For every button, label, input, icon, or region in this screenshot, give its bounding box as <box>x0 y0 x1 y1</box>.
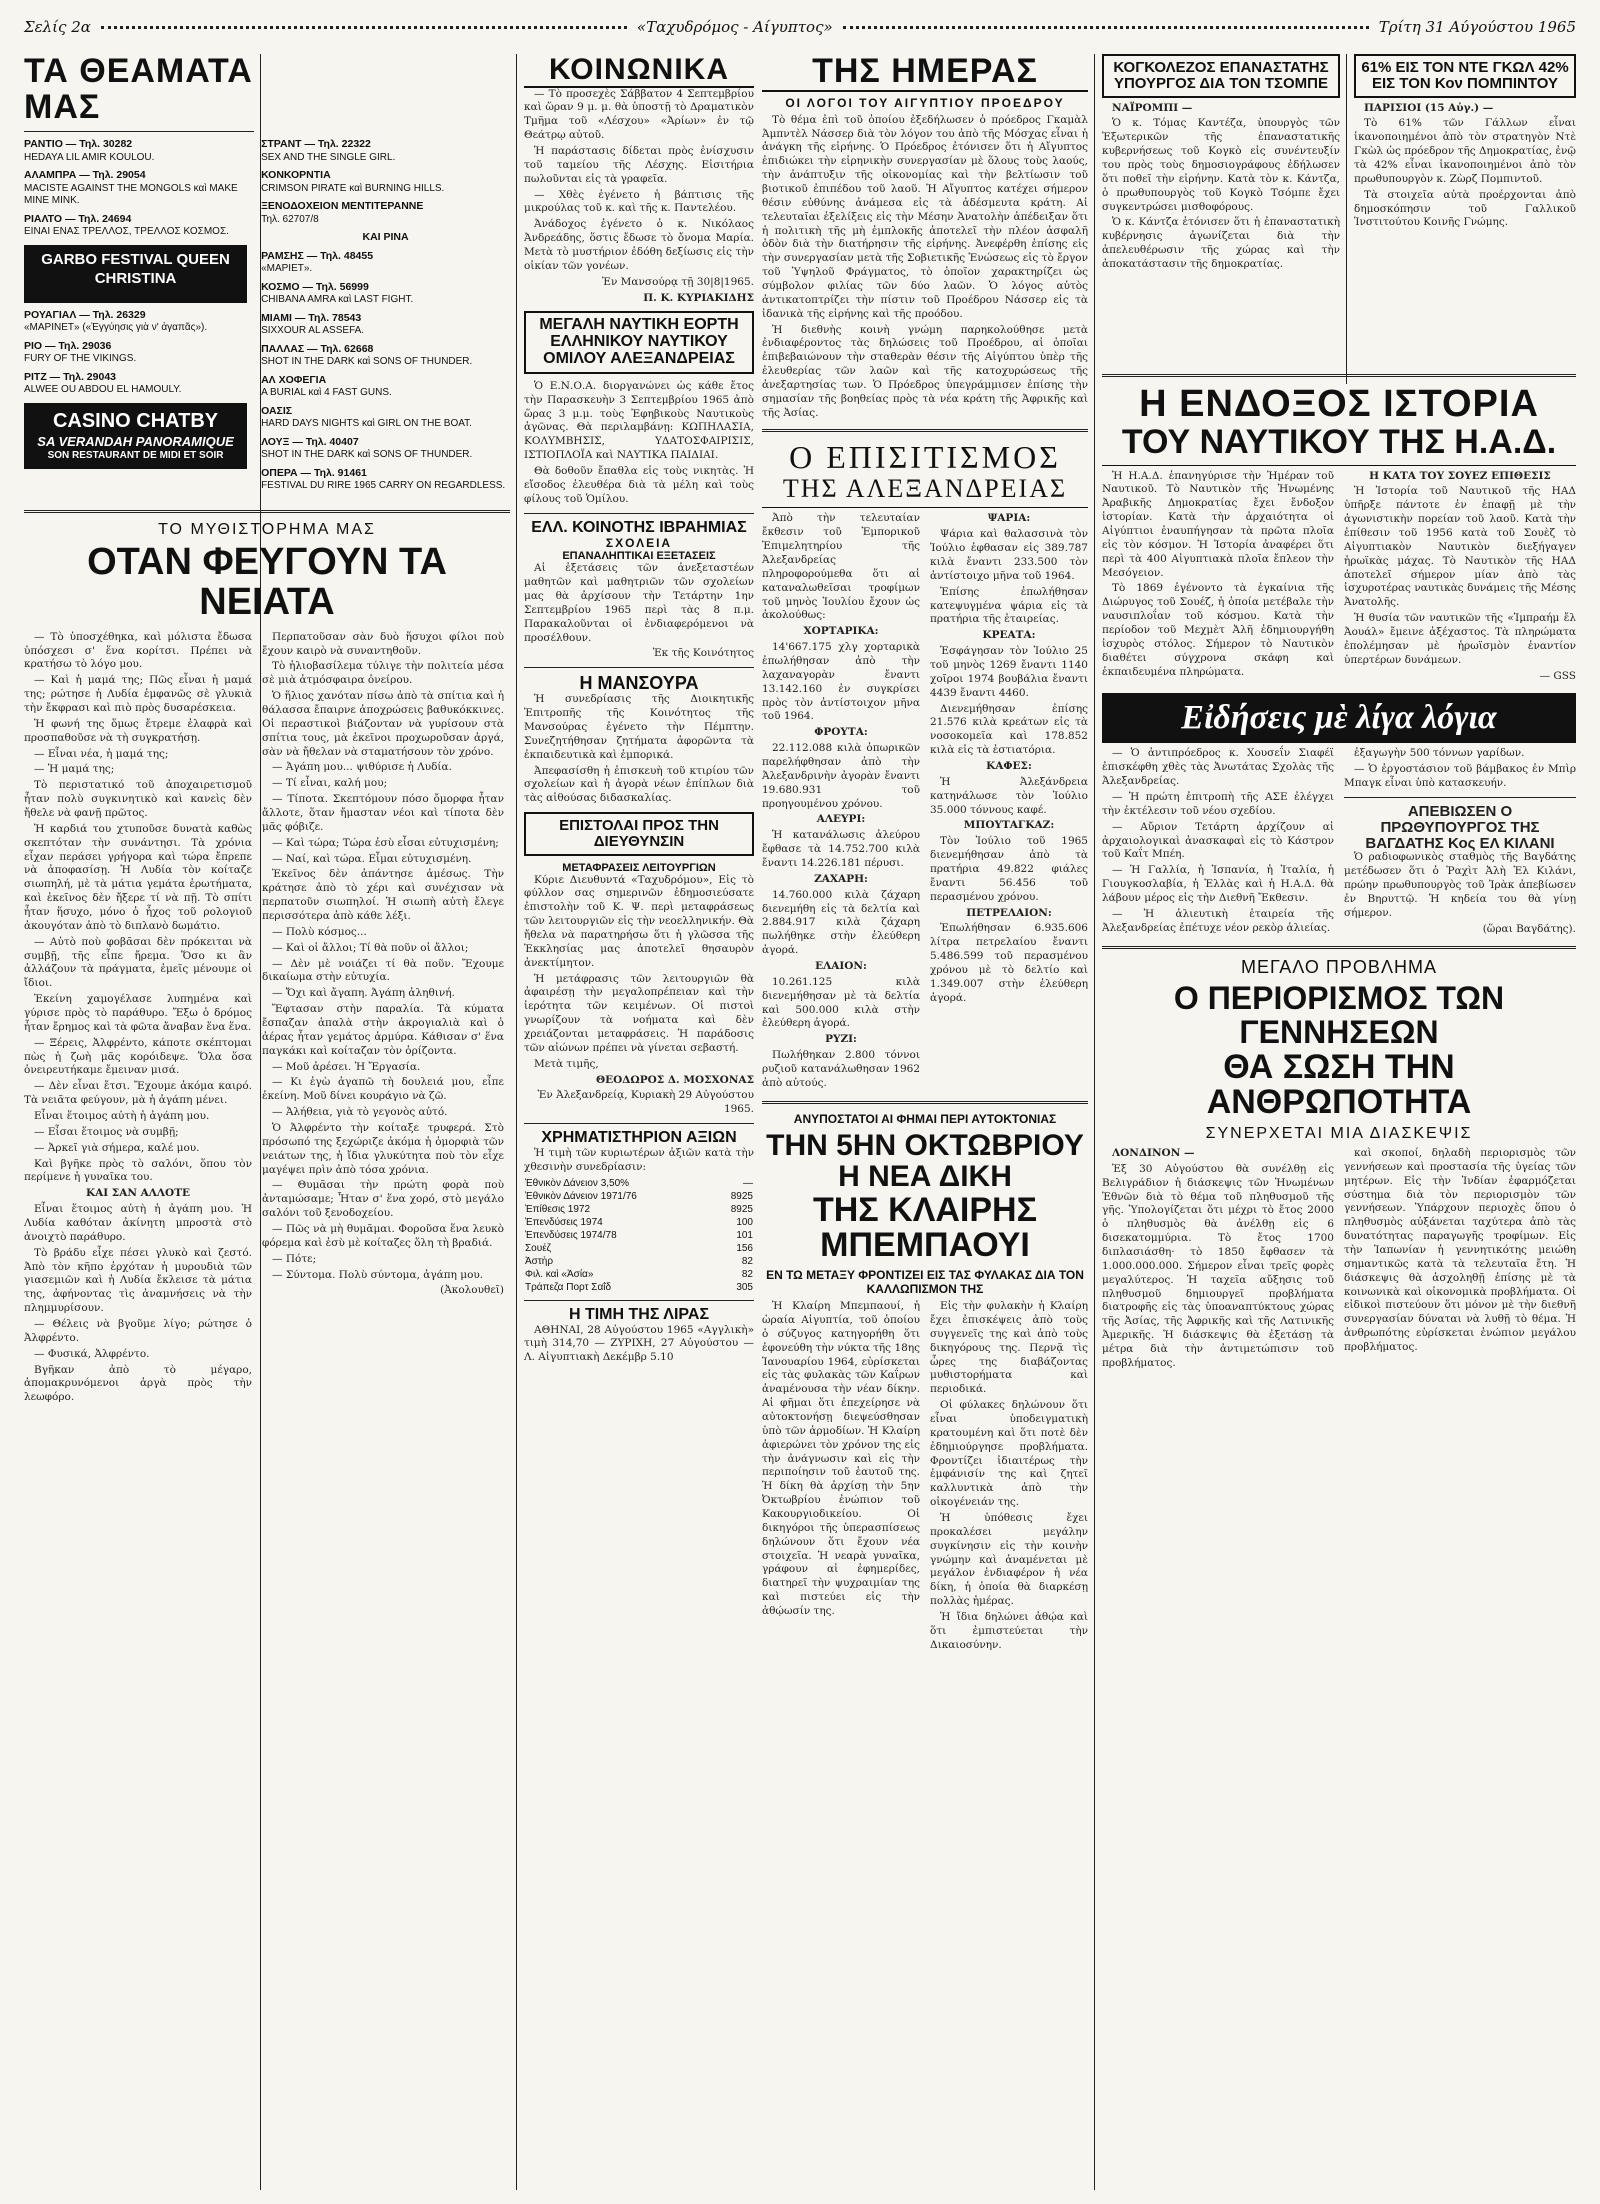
bourse-row <box>524 1229 754 1242</box>
supply-title-1: Ο ΕΠΙΣΙΤΙΣΜΟΣ <box>789 438 1061 475</box>
naval-event-text: Ὁ Ε.Ν.Ο.Α. διοργανώνει ὡς κάθε ἔτος τὴν Παρασκευὴν 3 Σεπτεμβρίου 1965 ἀπὸ ὥρας 3 μ.μ. τοὺς Ἐφηβικοὺς Ναυτικοὺς ἀγῶνας. Θὰ περιλαμβάνῃ: ΚΩΠΗΛΑΣΙΑ, ΚΟΛΥΜΒΗΣΙΣ, ΥΔΑΤΟΣΦΑΙΡΙΣΙΣ, ΙΣΤΙΟΠΛΟΪΑ καὶ ΝΑΥΤΙΚΑ ΠΑΙΔΙΑΙ. Θὰ δοθοῦν ἔπαθλα εἰς τοὺς νικητὰς. Ἡ εἴσοδος ἐλευθέρα διὰ τὰ μέλη καὶ τοὺς φίλους τοῦ Ὁμίλου. <box>524 379 754 505</box>
listing-item: ΑΛΑΜΠΡΑ — Τηλ. 29054 MACISTE AGAINST THE MONGOLS καὶ MAKE MINE MINK. <box>24 169 238 207</box>
trial-right: Εἰς τὴν φυλακὴν ἡ Κλαίρη ἔχει ἐπισκέψεις ἀπὸ τοὺς συγγενεῖς της καὶ ἀπὸ τοὺς δικηγόρους της. Περνᾷ τὶς ὧρες της διαβάζοντας μυθιστορήματα καὶ περιοδικά. Οἱ φύλακες δηλώνουν ὅτι εἶναι ὑποδειγματικὴ κρατουμένη καὶ ὅτι ποτὲ δὲν ἐδημιούργησε προβλήματα. Φροντίζει ἰδιαιτέρως τὴν ἐμφάνισίν της καὶ ζητεῖ καλλυντικὰ ἀπὸ τὴν οἰκογένειάν της. Ἡ ὑπόθεσις ἔχει προκαλέσει μεγάλην συγκίνησιν εἰς τὴν κοινὴν γνώμην καὶ ἀναμένεται μὲ μεγάλον ἐνδιαφέρον ἡ νέα δίκη, ἡ ὁποία θὰ διαρκέσῃ πολλὰς ἡμέρας. Ἡ ἴδια δηλώνει ἀθῴα καὶ ὅτι ἐμπιστεύεται τὴν Δικαιοσύνην. <box>930 1300 1088 1651</box>
column-rule <box>1346 54 1347 384</box>
births-left: ΛΟΝΔΙΝΟΝ — Ἐξ 30 Αὐγούστου θὰ συνέλθῃ εἰς Βελιγράδιον ἡ διάσκεψις τῶν Ἡνωμένων Ἐθνῶν διὰ τὸ θέμα τοῦ πληθυσμοῦ τῆς γῆς. Ὑπολογίζεται ὅτι μέχρι τὸ ἔτος 2000 ὁ πληθυσμὸς θὰ ἀνέλθῃ εἰς 6 δισεκατομμύρια. Τὸ ἔτος 1700 διπλασιάσθη· τὸ 1850 ἔφθασεν τὰ 1.000.000.000. Σήμερον εἶναι τρεῖς φορὲς μεγαλύτερος. Ἡ ταχεῖα αὔξησις τοῦ πληθυσμοῦ δημιουργεῖ προβλήματα διατροφῆς εἰς τὰς ὑποαναπτύκτους χώρας τῆς Ἀσίας, τῆς Ἀφρικῆς καὶ τῆς Λατινικῆς Ἀμερικῆς. Ἡ διάσκεψις θὰ ἐξετάσῃ τὰ μέτρα διὰ τὴν ἀντιμετώπισιν τοῦ προβλήματος. <box>1102 1147 1334 1369</box>
births-body <box>1102 1147 1576 1373</box>
day-sub: ΟΙ ΛΟΓΟΙ ΤΟΥ ΑΙΓΥΠΤΙΟΥ ΠΡΟΕΔΡΟΥ <box>785 95 1065 110</box>
naval-event-head: ΜΕΓΑΛΗ ΝΑΥΤΙΚΗ ΕΟΡΤΗ ΕΛΛΗΝΙΚΟΥ ΝΑΥΤΙΚΟΥ ΟΜΙΛΟΥ ΑΛΕΞΑΝΔΡΕΙΑΣ <box>524 311 754 373</box>
theaters-right-list <box>255 138 510 498</box>
supply-title-2: ΤΗΣ ΑΛΕΞΑΝΔΡΕΙΑΣ <box>762 475 1088 509</box>
letters-sub: ΜΕΤΑΦΡΑΣΕΙΣ ΛΕΙΤΟΥΡΓΙΩΝ <box>562 861 716 874</box>
gaulle-text: ΠΑΡΙΣΙΟΙ (15 Αὐγ.) — Τὸ 61% τῶν Γάλλων εἶναι ἱκανοποιημένοι ἀπὸ τὸν στρατηγὸν Ντὲ Γκὼλ ὡς πρόεδρον τῆς Δημοκρατίας, ἐνῷ τὰ 42% εἶναι ἱκανοποιημένοι ἀπὸ τὸν πρωθυπουργὸν κ. Ζὼρζ Πομπιντοῦ. Τὰ στοιχεῖα αὐτὰ προέρχονται ἀπὸ δημοσκόπησιν τοῦ Γαλλικοῦ Ἰνστιτούτου Κοινῆς Γνώμης. <box>1354 101 1576 229</box>
rule <box>1344 797 1576 798</box>
navy-title-1: Η ΕΝΔΟΞΟΣ ΙΣΤΟΡΙΑ <box>1139 383 1539 425</box>
bourse-name: Σουέζ <box>525 1242 552 1254</box>
listing-item: ΡΟΥΑΓΙΑΛ — Τηλ. 26329 «ΜΑΡΙΝΕΤ» («Ἐγγύησις γιὰ ν' ἀγαπᾶς»). <box>24 308 208 334</box>
rule <box>524 513 754 514</box>
congo-head: ΚΟΓΚΟΛΕΖΟΣ ΕΠΑΝΑΣΤΑΤΗΣ ΥΠΟΥΡΓΟΣ ΔΙΑ ΤΟΝ ΤΣΟΜΠΕ <box>1102 54 1340 98</box>
bourse-row <box>524 1281 754 1294</box>
social-news: — Τὸ προσεχὲς Σάββατον 4 Σεπτεμβρίου καὶ ὥραν 9 μ. μ. θὰ ὑποστῇ τὸ Δραματικὸν Τμῆμα τοῦ «Λέσχου» «Ἀρίων» ἐν τῷ Θεάτρῳ αὐτοῦ. Ἡ παράστασις δίδεται πρὸς ἐνίσχυσιν τοῦ ταμείου τῆς Λέσχης. Εἰσιτήρια πωλοῦνται εἰς τὰ γραφεῖα. — Χθὲς ἐγένετο ἡ βάπτισις τῆς μικρούλας τοῦ κ. καὶ τῆς κ. Παντελέου. Ἀνάδοχος ἐγένετο ὁ κ. Νικόλαος Ἀνδρεάδης, ὅστις ἔδωσε τὸ ὄνομα Μαρία. Μετὰ τὸ μυστήριον ἐδόθη δεξίωσις εἰς τὴν οἰκίαν τῶν γονέων. Ἐν Μανσούρᾳ τῇ 30|8|1965. Π. Κ. ΚΥΡΙΑΚΙΔΗΣ <box>524 87 754 304</box>
middle-section <box>762 54 1088 1655</box>
gold-title: Η ΤΙΜΗ ΤΗΣ ΛΙΡΑΣ <box>568 1305 710 1323</box>
bourse-price: 305 <box>736 1281 753 1293</box>
day-title: ΤΗΣ ΗΜΕΡΑΣ <box>762 54 1088 92</box>
pm-title: ΑΠΕΒΙΩΣΕΝ Ο ΠΡΩΘΥΠΟΥΡΓΟΣ ΤΗΣ ΒΑΓΔΑΤΗΣ Κος ΕΛ ΚΙΛΑΝΙ <box>1365 803 1555 852</box>
page-header <box>24 14 1576 40</box>
trial-left: Ἡ Κλαίρη Μπεμπαουί, ἡ ὡραία Αἰγυπτία, τοῦ ὁποίου ὁ σύζυγος κατηγορήθη ὅτι ἐφονεύθη τὴν νύκτα τῆς 18ης Ἰανουαρίου 1964, εὑρίσκεται εἰς τὰς φυλακὰς τῶν Καΐρων ἀναμένουσα τὴν νέαν δίκην. Αἱ φῆμαι ὅτι ἐπεχείρησε νὰ αὐτοκτονήσῃ διεψεύσθησαν ὑπὸ τῶν ἁρμοδίων. Ἡ Κλαίρη ἀφιερώνει τὸν χρόνον της εἰς τὴν ἀνάγνωσιν καὶ εἰς τὴν περιποίησιν τοῦ ἑαυτοῦ της. Ἡ δίκη θὰ ἀρχίσῃ τὴν 5ην Ὀκτωβρίου ἐνώπιον τοῦ Κακουργιοδικείου. Οἱ δικηγόροι τῆς ὑπερασπίσεως δηλώνουν ὅτι ἔχουν νέα στοιχεῖα. Ἡ νεαρὰ γυναῖκα, γράφουν αἱ ἐφημερίδες, διατηρεῖ τὴν ψυχραιμίαν της καὶ πιστεύει εἰς τὴν ἀθῴωσίν της. <box>762 1300 920 1618</box>
social-title: ΚΟΙΝΩΝΙΚΑ <box>524 54 754 88</box>
gaulle-section <box>1354 54 1576 232</box>
listing-item: ΡΙΑΛΤΟ — Τηλ. 24694 ΕΙΝΑΙ ΕΝΑΣ ΤΡΕΛΛΟΣ, ΤΡΕΛΛΟΣ ΚΟΣΜΟΣ. <box>24 212 229 238</box>
bourse-price: 8925 <box>730 1190 753 1202</box>
births-sub: ΣΥΝΕΡΧΕΤΑΙ ΜΙΑ ΔΙΑΣΚΕΨΙΣ <box>1205 1125 1473 1143</box>
listing-item: ΚΟΣΜΟ — Τηλ. 56999 CHIBANA AMRA καὶ LAST FIGHT. <box>261 280 414 306</box>
trial-kicker: ΑΝΥΠΟΣΤΑΤΟΙ ΑΙ ΦΗΜΑΙ ΠΕΡΙ ΑΥΤΟΚΤΟΝΙΑΣ <box>793 1111 1057 1126</box>
listing-item: ΡΙΤΖ — Τηλ. 29043 ALWEE OU ABDOU EL HAMOULY. <box>24 370 182 396</box>
listing-item: ΚΑΙ ΡΙΝΑ <box>362 231 409 244</box>
rule <box>762 429 1088 432</box>
mansoura-text: Ἡ συνεδρίασις τῆς Διοικητικῆς Ἐπιτροπῆς τῆς Κοινότητος τῆς Μανσούρας ἐγένετο τὴν Πέμπτην. Συνεζητήθησαν ζητήματα ἀφορῶντα τὰ ἐκπαιδευτικὰ καὶ ἐμπορικά. Ἀπεφασίσθη ἡ ἐπισκευὴ τοῦ κτιρίου τῶν σχολείων καὶ ἡ ἀγορὰ νέων ἐπίπλων διὰ τὰς αἰθούσας διδασκαλίας. <box>524 693 754 805</box>
brief-left: — Ὁ ἀντιπρόεδρος κ. Χουσεΐν Σιαφέϊ ἐπισκέφθη χθὲς τὰς Ἀνωτάτας Σχολὰς τῆς Ἀλεξανδρείας. — Ἡ πρώτη ἐπιτροπὴ τῆς ΑΣΕ ἐλέγχει τὴν ἐκτέλεσιν τοῦ νέου σχεδίου. — Αὔριον Τετάρτη ἀρχίζουν αἱ ἀρχαιολογικαὶ ἀνασκαφαὶ εἰς τὸ Κάστρον τοῦ Καΐτ Μπέη. — Ἡ Γαλλία, ἡ Ἰσπανία, ἡ Ἰταλία, ἡ Γιουγκοσλαβία, ἡ Ἑλλὰς καὶ ἡ Η.Α.Δ. θὰ λάβουν μέρος εἰς τὴν Διεθνῆ Ἔκθεσιν. — Ἡ ἀλιευτικὴ ἑταιρεία τῆς Ἀλεξανδρείας ἐπέτυχε νέον ρεκὸρ ἀλιείας. <box>1102 747 1334 934</box>
novel-kicker: ΤΟ ΜΥΘΙΣΤΟΡΗΜΑ ΜΑΣ <box>158 520 376 538</box>
listing-item: ΠΑΛΛΑΣ — Τηλ. 62668 SHOT IN THE DARK καὶ SONS OF THUNDER. <box>261 342 473 368</box>
mansoura-title: Η ΜΑΝΣΟΥΡΑ <box>579 673 699 694</box>
navy-body <box>1102 470 1576 686</box>
bourse-price: 82 <box>741 1268 753 1280</box>
bourse-name: Φιλ. καὶ «Ἀσία» <box>525 1268 594 1280</box>
theaters-title: ΤΑ ΘΕΑΜΑΤΑ ΜΑΣ <box>24 54 253 126</box>
listing-item: ΟΑΣΙΣ HARD DAYS NIGHTS καὶ GIRL ON THE BOAT. <box>261 404 472 430</box>
rule <box>1102 946 1576 949</box>
rule <box>762 1101 1088 1104</box>
bourse-row <box>524 1242 754 1255</box>
kinonika-column <box>524 54 754 1367</box>
births-right: καὶ σκοποί, δηλαδὴ περιορισμὸς τῶν γεννήσεων καὶ προστασία τῆς ὑγείας τῶν μητέρων. Εἰς τὴν Ἰνδίαν ἐφαρμόζεται σύστημα διὰ τὸν περιορισμὸν τῶν γεννήσεων. Ὑπάρχουν περιοχὲς ὅπου ὁ πληθυσμὸς αὐξάνεται ταχύτερα ἀπὸ τὰς δυνατότητας παραγωγῆς τροφίμων. Εἰς τὴν Ἰαπωνίαν ἡ γεννητικότης μειώθη σημαντικῶς κατὰ τὰ τελευταῖα ἔτη. Ἡ διάσκεψις θὰ ἀσχοληθῇ ἐπίσης μὲ τὰ κοινωνικὰ καὶ οἰκονομικὰ προβλήματα. Οἱ εἰδικοὶ πιστεύουν ὅτι μόνον μὲ τὴν διεθνῆ συνεργασίαν δύναται νὰ λυθῇ τὸ θέμα. Ἡ ἀνθρωπότης εὑρίσκεται ἐνώπιον μεγάλου προβλήματος. <box>1344 1147 1576 1354</box>
rule <box>1102 374 1576 377</box>
trial-sub: ΕΝ ΤΩ ΜΕΤΑΞΥ ΦΡΟΝΤΙΖΕΙ ΕΙΣ ΤΑΣ ΦΥΛΑΚΑΣ ΔΙΑ ΤΟΝ ΚΑΛΛΩΠΙΣΜΟΝ ΤΗΣ <box>766 1268 1084 1297</box>
school-title: ΕΛΛ. ΚΟΙΝΟΤΗΣ ΙΒΡΑΗΜΙΑΣ <box>531 518 747 536</box>
bourse-price: 8925 <box>730 1203 753 1215</box>
rule <box>524 1123 754 1124</box>
supply-body <box>762 512 1088 1092</box>
bourse-row <box>524 1203 754 1216</box>
column-rule <box>516 54 517 2190</box>
page-label: Σελίς 2α <box>24 18 91 36</box>
supply-left: Ἀπὸ τὴν τελευταίαν ἔκθεσιν τοῦ Ἐμπορικοῦ Ἐπιμελητηρίου τῆς Ἀλεξανδρείας πληροφορούμεθα ὅτι αἱ καταναλωθεῖσαι τροφίμων τοῦ μηνὸς Ἰουλίου ἔχουν ὡς ἀκολούθως: ΧΟΡΤΑΡΙΚΑ: 14'667.175 χλγ χορταρικὰ ἐπωλήθησαν ἀπὸ τὴν λαχαναγορὰν ἔναντι 13.142.160 ἐν συγκρίσει πρὸς τὸν ἀντίστοιχον μῆνα τοῦ 1964. ΦΡΟΥΤΑ: 22.112.088 κιλὰ ὀπωρικῶν παρελήφθησαν ἀπὸ τὴν Ἀλεξανδρινὴν ἀγορὰν ἔναντι 19.680.931 τοῦ προηγουμένου χρόνου. ΑΛΕΥΡΙ: Ἡ κατανάλωσις ἀλεύρου ἔφθασε τὰ 14.752.700 κιλὰ ἔναντι 14.226.181 πέρυσι. ΖΑΧΑΡΗ: 14.760.000 κιλὰ ζάχαρη διενεμήθη εἰς τὰ δελτία καὶ 2.884.917 κιλὰ ζάχαρη πωλήθηκε στὴν ἐλεύθερη ἀγορά. ΕΛΑΙΟΝ: 10.261.125 κιλὰ διενεμήθησαν μὲ τὰ δελτία καὶ 500.000 κιλὰ στὴν ἐλεύθερη ἀγορά. ΡΥΖΙ: Πωλήθηκαν 2.800 τόννοι ρυζιοῦ κατανάλωθησαν 1962 ἀπὸ αὐτούς. <box>762 512 920 1089</box>
gold-text: ΑΘΗΝΑΙ, 28 Αὐγούστου 1965 «Αγγλικὴ» τιμὴ 314,70 — ΖΥΡΙΧΗ, 27 Αὐγούστου — Λ. Αἰγυπτιακὴ Δεκέμβρ 5.10 <box>524 1323 754 1364</box>
theaters-left-list <box>24 138 247 498</box>
bourse-row <box>524 1255 754 1268</box>
rule <box>524 1300 754 1301</box>
bourse-title: ΧΡΗΜΑΤΙΣΤΗΡΙΟΝ ΑΞΙΩΝ <box>541 1129 737 1147</box>
brief-news-title: Εἰδήσεις μὲ λίγα λόγια <box>1102 693 1576 743</box>
bourse-price: 156 <box>736 1242 753 1254</box>
bourse-price: 82 <box>741 1255 753 1267</box>
letters-text: Κύριε Διευθυντά «Ταχυδρόμου», Εἰς τὸ φύλλον σας σημερινῶν ἐδημοσιεύσατε ἐπιστολὴν τοῦ Κ. Ψ. περὶ μεταφράσεως τῶν λειτουργιῶν εἰς τὴν νεοελληνικήν. Θὰ ἤθελα νὰ παρατηρήσω ὅτι ἡ γλῶσσα τῆς Ἐκκλησίας μας ἀποτελεῖ θησαυρὸν ἀνεκτίμητον. Ἡ μετάφρασις τῶν λειτουργιῶν θὰ ἀφαιρέσῃ τὴν μεγαλοπρέπειαν καὶ τὴν ἱερότητα τῶν κειμένων. Οἱ πιστοὶ γνωρίζουν τὰ νοήματα καὶ δὲν χρειάζονται μεταφράσεις. Ἡ παράδοσις τῶν αἰώνων πρέπει νὰ γίνεται σεβαστή. Μετὰ τιμῆς, ΘΕΟΔΩΡΟΣ Δ. ΜΟΣΧΟΝΑΣ Ἐν Ἀλεξανδρείᾳ, Κυριακὴ 29 Αὐγούστου 1965. <box>524 873 754 1116</box>
bourse-name: Ἐθνικὸν Δάνειον 1971/76 <box>525 1190 637 1202</box>
listing-item: ΑΛ ΧΟΦΕΓΙΑ A BURIAL καὶ 4 FAST GUNS. <box>261 373 392 399</box>
bourse-row <box>524 1177 754 1190</box>
rule <box>24 131 254 132</box>
births-kicker: ΜΕΓΑΛΟ ΠΡΟΒΛΗΜΑ <box>1241 957 1437 978</box>
issue-date: Τρίτη 31 Αύγούστου 1965 <box>1378 18 1577 36</box>
theaters-section <box>24 54 510 1407</box>
trial-body <box>762 1300 1088 1654</box>
listing-item: ΡΑΝΤΙΟ — Τηλ. 30282 HEDAYA LIL AMIR KOULOU. <box>24 138 155 163</box>
trial-title-1: ΤΗΝ 5ΗΝ ΟΚΤΩΒΡΙΟΥ Η ΝΕΑ ΔΙΚΗ <box>766 1128 1084 1194</box>
bourse-name: Τράπεζα Πορτ Σαΐδ <box>525 1281 612 1293</box>
bourse-row <box>524 1190 754 1203</box>
school-text: Αἱ ἐξετάσεις τῶν ἀνεξεταστέων μαθητῶν καὶ μαθητριῶν τῶν σχολείων μας θὰ ἀρχίσουν τὴν Τετάρτην 1ην Σεπτεμβρίου 1965 περὶ τὰς 8 π.μ. Παρακαλοῦνται οἱ ἐνδιαφερόμενοι νὰ προσέλθουν. Ἐκ τῆς Κοινότητος <box>524 562 754 660</box>
listing-item: ΛΟΥΞ — Τηλ. 40407 SHOT IN THE DARK καὶ SONS OF THUNDER. <box>261 435 473 461</box>
births-title-1: Ο ΠΕΡΙΟΡΙΣΜΟΣ ΤΩΝ ΓΕΝΝΗΣΕΩΝ <box>1173 980 1505 1051</box>
bourse-price: 101 <box>736 1229 753 1241</box>
births-title-2: ΘΑ ΣΩΣΗ ΤΗΝ ΑΝΘΡΩΠΟΤΗΤΑ <box>1206 1047 1472 1122</box>
bourse-row <box>524 1216 754 1229</box>
garbo-festival-ad: GARBO FESTIVAL QUEEN CHRISTINA <box>24 245 247 303</box>
bourse-price: 100 <box>736 1216 753 1228</box>
novel-column-1: — Τὸ ὑποσχέθηκα, καὶ μόλιστα ἔδωσα ὑπόσχεσι σ' ἕνα κορίτσι. Πρέπει νὰ κρατήσω τὸ λόγο μου. — Καὶ ἡ μαμά της; Πῶς εἶναι ἡ μαμά της; ρώτησε ἡ Λυδία ἐμφανῶς σὲ γλυκιὰ τὴν ἔκφρασι καὶ πιὸ πρὸς δυσαρέσκεια. Ἡ φωνή της ὅμως ἔτρεμε ἐλαφρὰ καὶ προσπαθοῦσε νὰ τὴ συγκρατήσῃ. — Εἶναι νέα, ἡ μαμά της; — Ἡ μαμά της; Τὸ περιστατικό τοῦ ἀποχαιρετισμοῦ ἦταν πολὺ συγκινητικὸ καὶ κανεὶς δὲν ἤθελε νὰ φανῇ πρῶτος. Ἡ καρδιά του χτυποῦσε δυνατὰ καθὼς σκεπτόταν τὴν συνάντησι. Τὰ χρόνια εἶχαν περάσει γρήγορα καὶ τώρα ἔπρεπε νὰ ἀποφασίσῃ. Ἡ Λυδία τὸν κοίταζε σιωπηλή, μὲ τὰ μάτια γεμάτα ἐρωτήματα, καὶ ἐκεῖνος δὲν ἤξερε τί νὰ πῇ. Τὸ σπίτι ἦταν ἥσυχο, μόνο ὁ ἦχος τοῦ ρολογιοῦ ἀκουγόταν ἀπὸ τὸ διπλανὸ δωμάτιο. — Αὐτὸ ποὺ φοβᾶσαι δὲν πρόκειται νὰ συμβῇ, τῆς εἶπε ἤρεμα. Ὅσο κι ἂν ἀλλάζουν τὰ πράγματα, ἐμεῖς μένουμε οἱ ἴδιοι. Ἐκείνη χαμογέλασε λυπημένα καὶ γύρισε πρὸς τὸ παράθυρο. Ἔξω ὁ δρόμος ἦταν ἔρημος καὶ τὰ φῶτα ἄναβαν ἕνα ἕνα. — Ξέρεις, Ἀλφρέντο, κάποτε σκέπτομαι πὼς ἡ ζωὴ μᾶς κορόιδεψε. Ὅλα ὅσα ὀνειρευτήκαμε ἔμειναν μισά. — Δὲν εἶναι ἔτσι. Ἔχουμε ἀκόμα καιρό. Τὰ νειᾶτα φεύγουν, μὰ ἡ ἀγάπη μένει. Εἶναι ἕτοιμος αὐτὴ ἡ ἀγάπη μου. — Εἶσαι ἕτοιμος νὰ συμβῇ; — Ἀρκεῖ γιὰ σήμερα, καλέ μου. Καὶ βγῆκε πρὸς τὸ σαλόνι, ὅπου τὸν περίμενε ἡ γυναῖκα του. ΚΑΙ ΣΑΝ ΑΛΛΟΤΕ Εἶναι ἕτοιμος αὐτὴ ἡ ἀγάπη μου. Ἡ Λυδία καθόταν ἀκίνητη μπροστὰ στὸ ἀνοιχτὸ παράθυρο. Τὸ βράδυ εἶχε πέσει γλυκὸ καὶ ζεστό. Ἀπὸ τὸν κῆπο ἐρχόταν ἡ μυρουδιὰ τῶν γιασεμιῶν καὶ ἡ Λυδία ἔκλεισε τὰ μάτια της, ἀφήνοντας τὶς ἀναμνήσεις νὰ τὴν πλημμυρίσουν. — Θέλεις νὰ βγοῦμε λίγο; ρώτησε ὁ Ἀλφρέντο. — Φυσικά, Ἀλφρέντο. Βγῆκαν ἀπὸ τὸ μέγαρο, ἀπομακρυνόμενοι ἀργὰ πρὸς τὴν λεωφόρο. <box>24 630 252 1404</box>
listing-item: ΡΑΜΣΗΣ — Τηλ. 48455 «ΜΑΡΙΕΤ». <box>261 249 374 275</box>
header-rule <box>843 26 1369 29</box>
bourse-name: Ἐθνικὸν Δάνειον 3,50% <box>525 1177 630 1189</box>
novel-body <box>24 631 510 1408</box>
bourse-row <box>524 1268 754 1281</box>
listing-item: ΣΤΡΑΝΤ — Τηλ. 22322 SEX AND THE SINGLE GIRL. <box>261 138 396 163</box>
bourse-intro: Ἡ τιμὴ τῶν κυριωτέρων ἀξιῶν κατὰ τὴν χθεσινὴν συνεδρίασιν: <box>524 1147 754 1173</box>
listing-item: ΟΠΕΡΑ — Τηλ. 91461 FESTIVAL DU RIRE 1965 CARRY ON REGARDLESS. <box>261 466 506 492</box>
listing-item: ΚΟΝΚΟΡΝΤΙΑ CRIMSON PIRATE καὶ BURNING HILLS. <box>261 169 445 194</box>
navy-right: Η ΚΑΤΑ ΤΟΥ ΣΟΥΕΖ ΕΠΙΘΕΣΙΣ Ἡ Ἱστορία τοῦ Ναυτικοῦ τῆς ΗΑΔ ὑπῆρξε πάντοτε ἐν ἐπαφῇ μὲ τὴν ἀγωνιστικὴν πορείαν τοῦ λαοῦ. Κατὰ τὴν ἐπίθεσιν τοῦ 1956 κατὰ τοῦ Σουὲζ τὸ Αἰγυπτιακὸν Ναυτικὸν διεξήγαγεν ἡρωϊκὰς μάχας. Τὸ Ναυτικὸν τῆς ΗΑΔ ἀποτελεῖ σήμερον μίαν ἀπὸ τὰς ἰσχυροτέρας ναυτικὰς δυνάμεις τῆς Μέσης Ἀνατολῆς. Ἡ θυσία τῶν ναυτικῶν τῆς «Ἰμπραήμ ἔλ Ἀουάλ» ἔμεινε ἀξέχαστος. Τὰ πληρώματα ἐπολέμησαν μὲ ἡρωϊσμὸν ἐναντίον ὑπερτέρων δυνάμεων. — GSS <box>1344 469 1576 682</box>
novel-title: ΟΤΑΝ ΦΕΥΓΟΥΝ ΤΑ ΝΕΙΑΤΑ <box>87 540 447 623</box>
day-text: Τὸ θέμα ἐπὶ τοῦ ὁποίου ἐξεδήλωσεν ὁ πρόεδρος Γκαμὰλ Ἀμπντὲλ Νάσσερ διὰ τὸν λόγον του ἀπὸ τῆς Μόσχας εἶναι ἡ ἀνάγκη τῆς εἰρήνης. Ὁ Πρόεδρος ἐτόνισεν ὅτι ἡ Αἴγυπτος ἐπιδιώκει τὴν εἰρηνικὴν συνεργασίαν μὲ ὅλους τοὺς λαούς, τὴν ἀνάπτυξιν τῆς οἰκονομίας καὶ τὴν βελτίωσιν τοῦ βιοτικοῦ ἐπιπέδου τοῦ λαοῦ. Ἡ Αἴγυπτος κατέχει σήμερον θέσιν εὐθύνης ἀνάμεσα εἰς τὰ ἀδέσμευτα κράτη. Αἱ τελευταῖαι ἐξελίξεις εἰς τὴν Μέσην Ἀνατολὴν ἀπέδειξαν ὅτι ἡ πολιτικὴ τῆς μὴ ἐμπλοκῆς ἀποτελεῖ τὴν πλέον ἀσφαλῆ ὁδὸν διὰ τὴν διατήρησιν τῆς εἰρήνης. Ἀνεφέρθη ἐπίσης εἰς τὴν συνεργασίαν μετὰ τῆς Σοβιετικῆς Ἑνώσεως εἰς τὸ ἔργον τοῦ Ὑψηλοῦ Φράγματος, τὸ ὁποῖον χαρακτηρίζει ὡς σύμβολον φιλίας τῶν δύο λαῶν. Ὁ λόγος αὐτὸς ἀντικατοπτρίζει τὴν πίστιν τοῦ Προέδρου Νάσσερ εἰς τὰ ἰδανικὰ τῆς εἰρήνης καὶ τῆς προόδου. Ἡ διεθνὴς κοινὴ γνώμη παρηκολούθησε μετὰ ἐνδιαφέροντος τὰς δηλώσεις τοῦ Προέδρου, αἱ ὁποῖαι ἐπιβεβαιώνουν τὴν σταθερὰν θέσιν τῆς Αἰγύπτου ὑπὲρ τῆς ἐλευθερίας τῶν λαῶν καὶ τῆς κατοχυρώσεως τῆς ἀνεξαρτησίας των. Ὁ Πρόεδρος ὑπεγράμμισεν ἐπίσης τὴν σημασίαν τῆς βοηθείας πρὸς τὰ νέα κράτη τῆς Ἀφρικῆς καὶ τῆς Ἀσίας. <box>762 113 1088 419</box>
navy-left: Ἡ Η.Α.Δ. ἑπανηγύρισε τὴν Ἡμέραν τοῦ Ναυτικοῦ. Τὸ Ναυτικὸν τῆς Ἡνωμένης Ἀραβικῆς Δημοκρατίας ἔχει ἔνδοξον ἱστορίαν. Κατὰ τὴν ἀρχαιότητα οἱ Αἰγύπτιοι ἐναυπήγησαν τὰ πρῶτα πλοῖα εἰς τὸν κόσμον. Ἡ Ἱστορία ἀναφέρει ὅτι περὶ τὰ 400 Αἰγυπτιακὰ πλοῖα ἔπλεον τὴν Μεσόγειον. Τὸ 1869 ἐγένοντο τὰ ἐγκαίνια τῆς Διώρυγος τοῦ Σουέζ, ἡ ὁποία μετέβαλε τὴν ναυσιπλοΐαν τοῦ κόσμου. Κατὰ τὴν περίοδον τοῦ Μεχμὲτ Ἀλῆ ἐδημιουργήθη ἰσχυρὸς στόλος. Σήμερον τὸ Ναυτικὸν διαθέτει σύγχρονα σκάφη καὶ ἐκπαιδευμένα πληρώματα. <box>1102 469 1334 678</box>
listing-item: ΡΙΟ — Τηλ. 29036 FURY OF THE VIKINGS. <box>24 339 137 365</box>
school-head: ΕΠΑΝΑΛΗΠΤΙΚΑΙ ΕΞΕΤΑΣΕΙΣ <box>562 550 716 563</box>
gaulle-head: 61% ΕΙΣ ΤΟΝ ΝΤΕ ΓΚΩΛ 42% ΕΙΣ ΤΟΝ Κον ΠΟΜΠΙΝΤΟΥ <box>1354 54 1576 98</box>
header-rule <box>101 26 627 29</box>
column-rule <box>1094 54 1095 2190</box>
bourse-price: — <box>743 1177 753 1189</box>
bourse-name: Ἐπενδύσεις 1974/78 <box>525 1229 617 1241</box>
brief-body <box>1102 747 1576 938</box>
casino-chatby-ad: CASINO CHATBY SA VERANDAH PANORAMIQUE SON RESTAURANT DE MIDI ET SOIR <box>24 403 247 469</box>
brief-right: ἐξαγωγὴν 500 τόννων γαρίδων. — Ὁ ἐργοστάσιον τοῦ βάμβακος ἐν Μπὶρ Μπαγκ εἶναι ὑπὸ κατασκευήν. ΑΠΕΒΙΩΣΕΝ Ο ΠΡΩΘΥΠΟΥΡΓΟΣ ΤΗΣ ΒΑΓΔΑΤΗΣ Κος ΕΛ ΚΙΛΑΝΙ Ὁ ραδιοφωνικὸς σταθμὸς τῆς Βαγδάτης μετέδωσεν ὅτι ὁ Ῥαχὶτ Ἀλὴ Ἐλ Κιλάνι, πρώην πρωθυπουργὸς τοῦ Ἰρὰκ ἀπεβίωσεν ἐν Βηρυττῷ. Ἡ κηδεία του θὰ γίνῃ σήμερον. (ὥραι Βαγδάτης). <box>1344 747 1576 935</box>
bourse-name: Ἀστὴρ <box>525 1255 554 1267</box>
bourse-name: Ἐπενδύσεις 1974 <box>525 1216 603 1228</box>
novel-column-2: Περπατοῦσαν σὰν δυὸ ἥσυχοι φίλοι ποὺ ἔχουν καιρὸ νὰ συναντηθοῦν. Τὸ ἡλιοβασίλεμα τύλιγε τὴν πολιτεία μέσα σὲ μιὰ ἀτμόσφαιρα ὀνείρου. Ὁ ἥλιος χανόταν πίσω ἀπὸ τὰ σπίτια καὶ ἡ θάλασσα ἔπαιρνε ἀποχρώσεις βαθυκόκκινες. Οἱ περαστικοὶ βιάζονταν νὰ γυρίσουν στὰ σπίτια τους, μὰ ἐκεῖνοι προχωροῦσαν ἀργά, σὰν νὰ ἤθελαν νὰ σταματήσουν τὸν χρόνο. — Ἀγάπη μου... ψιθύρισε ἡ Λυδία. — Τί εἶναι, καλή μου; — Τίποτα. Σκεπτόμουν πόσο ὄμορφα ἦταν ἄλλοτε, ὅταν ἤμασταν νέοι καὶ τίποτα δὲν μᾶς φόβιζε. — Καὶ τώρα; Τώρα ἐσὺ εἶσαι εὐτυχισμένη; — Ναί, καὶ τώρα. Εἶμαι εὐτυχισμένη. Ἐκεῖνος δὲν ἀπάντησε ἀμέσως. Τὴν κράτησε ἀπὸ τὸ χέρι καὶ συνέχισαν νὰ περπατοῦν σιωπηλοί. Ἡ σιωπὴ αὐτὴ ἔλεγε περισσότερα ἀπὸ κάθε λέξι. — Πολὺ κόσμος... — Καὶ οἱ ἄλλοι; Τί θὰ ποῦν οἱ ἄλλοι; — Δὲν μὲ νοιάζει τί θὰ ποῦν. Ἔχουμε δικαίωμα στὴν εὐτυχία. — Ὄχι καὶ ἄγαπη. Ἀγάπη ἀληθινή. Ἔφτασαν στὴν παραλία. Τὰ κύματα ἔσπαζαν ἁπαλὰ στὴν ἀκρογιαλιὰ καὶ ὁ ἀέρας ἦταν γεμάτος ἁρμύρα. Κάθισαν σ' ἕνα παγκάκι καὶ κοίταζαν τὸν ὁρίζοντα. — Μοῦ ἀρέσει. Ἡ Ἔργασία. — Κι ἐγὼ ἀγαπῶ τὴ δουλειά μου, εἶπε ἐκείνη. Μοῦ δίνει κουράγιο νὰ ζῶ. — Ἀλήθεια, γιὰ τὸ γεγονὸς αὐτό. Ὁ Ἀλφρέντο τὴν κοίταξε τρυφερά. Στὸ πρόσωπό της ξεχώριζε ἀκόμα ἡ ὀμορφιὰ τῶν νειάτων της, ἡ ἴδια γλυκύτητα ποὺ τὸν εἶχε μαγέψει πρὶν ἀπὸ τόσα χρόνια. — Θυμᾶσαι τὴν πρώτη φορὰ ποὺ ἀνταμώσαμε; Ἦταν σ' ἕνα χορό, στὸ μεγάλο σαλόνι τοῦ ξενοδοχείου. — Πῶς νὰ μὴ θυμᾶμαι. Φοροῦσα ἕνα λευκὸ φόρεμα καὶ ἐσὺ μὲ κοίταζες ὅλη τὴ βραδιά. — Πότε; — Σύντομα. Πολὺ σύντομα, ἀγάπη μου. (Ἀκολουθεῖ) <box>262 630 504 1297</box>
newspaper-page <box>24 14 1576 2190</box>
trial-title-2: ΤΗΣ ΚΛΑΙΡΗΣ ΜΠΕΜΠΑΟΥΙ <box>812 1190 1038 1265</box>
masthead: «Ταχυδρόμος - Αίγυπτος» <box>636 18 833 36</box>
rule <box>24 510 510 513</box>
listing-item: ΞΕΝΟΔΟΧΕΙΟΝ ΜΕΝΤΙΤΕΡΑΝΝΕ Τηλ. 62707/8 <box>261 200 424 225</box>
right-section <box>1102 366 1576 1373</box>
letters-head: ΕΠΙΣΤΟΛΑΙ ΠΡΟΣ ΤΗΝ ΔΙΕΥΘΥΝΣΙΝ <box>524 812 754 856</box>
bourse-table <box>524 1177 754 1294</box>
navy-title-2: ΤΟΥ ΝΑΥΤΙΚΟΥ ΤΗΣ Η.Α.Δ. <box>1102 425 1576 466</box>
congo-section <box>1102 54 1340 274</box>
listing-item: ΜΙΑΜΙ — Τηλ. 78543 SIXXOUR AL ASSEFA. <box>261 311 365 337</box>
congo-text: ΝΑΪΡΟΜΠΙ — Ὁ κ. Τόμας Καντέζα, ὑπουργὸς τῶν Ἐξωτερικῶν τῆς ἐπαναστατικῆς κυβερνήσεως τοῦ Κογκὸ εἰς συνέντευξίν του πρὸς τοὺς δημοσιογράφους ἐδήλωσεν ὅτι ποθεῖ τὴν εἰρήνην. Κατὰ τὸν κ. Κάντζα, ὁ πρωθυπουργὸς τοῦ Κογκὸ Τσόμπε ἔχει συγκεντρώσει μισθοφόρους. Ὁ κ. Κάντζα ἐτόνισεν ὅτι ἡ ἐπαναστατικὴ κυβέρνησις ἀγωνίζεται διὰ τὴν ἀπελευθέρωσιν τῆς χώρας καὶ τὴν ἀποκατάστασιν τῆς δημοκρατίας. <box>1102 101 1340 270</box>
school-sub: ΣΧΟΛΕΙΑ <box>605 536 673 551</box>
rule <box>524 667 754 668</box>
bourse-name: Ἐπίθεσις 1972 <box>525 1203 591 1215</box>
supply-right: ΨΑΡΙΑ: Ψάρια καὶ θαλασσινὰ τὸν Ἰούλιο ἐφθασαν εἰς 389.787 κιλὰ ἔναντι 233.500 τὸν ἀντίστοιχο μῆνα τοῦ 1964. Ἐπίσης ἐπωλήθησαν κατεψυγμένα ψάρια εἰς τὰ πρατήρια τῆς ἑταιρείας. ΚΡΕΑΤΑ: Ἐσφάγησαν τὸν Ἰούλιο 25 τοῦ μηνὸς 1269 ἔναντι 1140 χοῖροι 1974 βουβάλια ἔναντι 4439 ἔναντι 4460. Διενεμήθησαν ἐπίσης 21.576 κιλὰ κρεάτων εἰς τὰ νοσοκομεῖα καὶ 178.852 κιλὰ εἰς τὰ ἑστιατόρια. ΚΑΦΕΣ: Ἡ Ἀλεξάνδρεια κατηνάλωσε τὸν Ἰούλιο 35.000 τόννους καφέ. ΜΠΟΥΤΑΓΚΑΖ: Τὸν Ἰούλιο τοῦ 1965 διενεμήθησαν ἀπὸ τὰ πρατήρια 49.822 φιάλες ἔναντι 56.456 τοῦ περασμένου χρόνου. ΠΕΤΡΕΛΑΙΟΝ: Ἐπωλήθησαν 6.935.606 λίτρα πετρελαίου ἔναντι 5.486.599 τοῦ περασμένου χρόνου μὲ τὸ δελτίο καὶ 1.349.007 στὴν ἐλεύθερη ἀγορά. <box>930 512 1088 1004</box>
